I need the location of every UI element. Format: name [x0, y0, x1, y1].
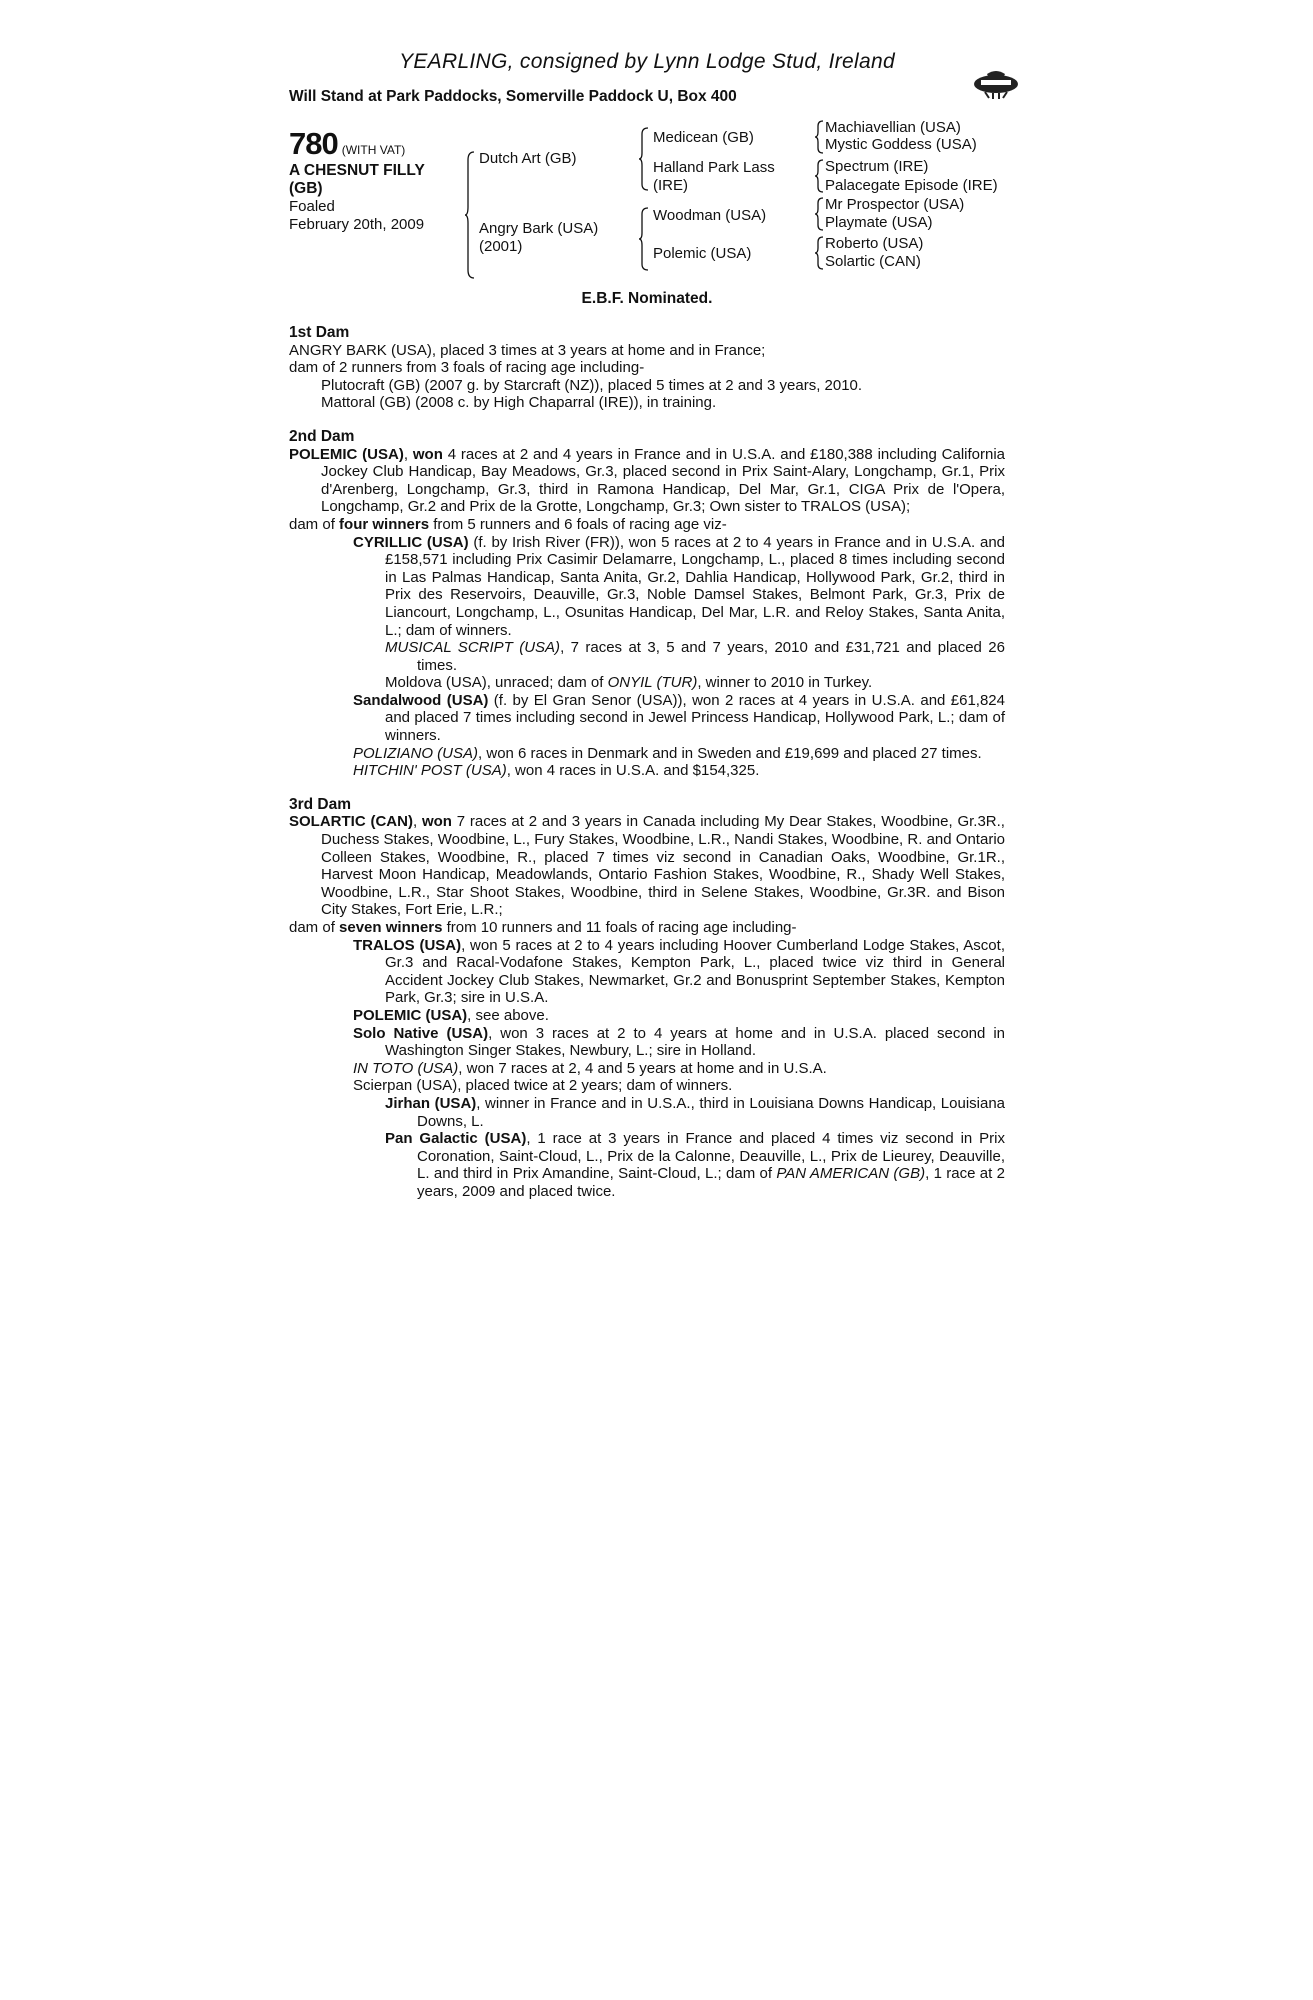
lot-block — [289, 126, 425, 234]
horse-name: POLEMIC (USA) — [289, 445, 404, 463]
won-label: won — [412, 445, 443, 463]
sire-sire: Medicean (GB) — [653, 129, 754, 146]
sds: Spectrum (IRE) — [825, 158, 929, 175]
produce-entry: Mattoral (GB) (2008 c. by High Chaparral (IRE)), in training. — [321, 394, 717, 412]
brace-gen3-1 — [815, 121, 823, 153]
sire: Dutch Art (GB) — [479, 150, 577, 167]
sss: Machiavellian (USA) — [825, 119, 961, 136]
second-dam-heading: 2nd Dam — [289, 427, 355, 445]
produce-text: , 1 race at 3 years in France and placed 4 times viz second in Prix Coronation, Saint-Cloud, L., Prix de la Calonne, Deauville, L., Prix de Lieurey, Deauville, L. and third in Prix Amandine, Saint-Cloud, L.; dam of — [417, 1130, 1006, 1183]
text: from 5 runners and 6 foals of racing age viz- — [429, 515, 727, 533]
first-dam-section — [289, 324, 1005, 412]
won-label: won — [421, 813, 452, 831]
produce-entry: Scierpan (USA), placed twice at 2 years; dam of winners. — [353, 1077, 733, 1095]
dam-dam: Polemic (USA) — [653, 245, 752, 262]
horse-name: MUSICAL SCRIPT (USA) — [385, 639, 561, 657]
produce-text: , 1 race at 2 years, 2009 and placed twice. — [417, 1165, 1005, 1200]
produce-text: , won 3 races at 2 to 4 years at home and in U.S.A. placed second in Washington Singer Stakes, Newbury, L.; sire in Holland. — [385, 1024, 1006, 1060]
brace-gen3-4 — [815, 237, 823, 269]
solartic-text: 7 races at 2 and 3 years in Canada including My Dear Stakes, Woodbine, Gr.3R., Duchess Stakes, Woodbine, L., Fury Stakes, Woodbine, L.R., Nandi Stakes, Woodbine, R. and Ontario Colleen Stakes, Woodbine, R., placed 7 times viz second in Canadian Oaks, Woodbine, Gr.1R., Harvest Moon Handicap, Meadowlands, Ontario Fashion Stakes, Woodbine, R., Shady Well Stakes, Woodbine, L.R., Star Shoot Stakes, Woodbine, third in Selene Stakes, Woodbine, Gr.3R. and Bison City Stakes, Fort Erie, L.R.; — [321, 813, 1005, 919]
horse-name: Pan Galactic (USA) — [385, 1130, 527, 1148]
foaled-label: Foaled — [289, 198, 335, 215]
dam: Angry Bark (USA) — [479, 220, 599, 237]
produce-entry — [289, 534, 1005, 640]
text: from 10 runners and 11 foals of racing age including- — [442, 919, 797, 936]
produce-text: (f. by El Gran Senor (USA)), won 2 races at 4 years in U.S.A. and £61,824 and placed 7 times including second in Jewel Princess Handicap, Hollywood Park, L.; dam of winners. — [385, 691, 1005, 745]
winners-count: four winners — [339, 515, 430, 533]
produce-entry — [289, 674, 1005, 692]
stand-location: Will Stand at Park Paddocks, Somerville Paddock U, Box 400 — [289, 88, 737, 105]
brace-gen1 — [465, 152, 475, 278]
sire-dam: Halland Park Lass — [653, 159, 775, 176]
produce-entry — [289, 745, 1005, 763]
horse-name: Jirhan (USA) — [385, 1094, 477, 1112]
horse-name: Solo Native (USA) — [353, 1024, 489, 1042]
ddd: Solartic (CAN) — [825, 253, 921, 270]
dds: Roberto (USA) — [825, 235, 924, 252]
horse-name: ONYIL (TUR) — [607, 674, 698, 692]
dam-sire: Woodman (USA) — [653, 207, 767, 224]
horse-name: A CHESNUT FILLY — [289, 162, 425, 179]
brace-gen2-dam — [639, 208, 649, 270]
polemic-text: 4 races at 2 and 4 years in France and in U.S.A. and £180,388 including California Jockey Club Handicap, Bay Meadows, Gr.3, placed second in Prix Saint-Alary, Longchamp, Gr.1, Prix d'Arenberg, Longchamp, Gr.3, third in Ramona Handicap, Del Mar, Gr.1, CIGA Prix de l'Opera, Longchamp, Gr.2 and Prix de la Grotte, Longchamp, Gr.3; Own sister to TRALOS (USA); — [321, 445, 1006, 516]
second-dam-section — [289, 428, 1005, 780]
horse-name: POLIZIANO (USA) — [353, 744, 479, 762]
second-dam-produce-intro — [289, 516, 1005, 534]
polemic-entry: POLEMIC (USA), won 4 races at 2 and 4 years in France and in U.S.A. and £180,388 including California Jockey Club Handicap, Bay Meadows, Gr.3, placed second in Prix Saint-Alary, Longchamp, Gr.1, Prix d'Arenberg, Longchamp, Gr.3, third in Ramona Handicap, Del Mar, Gr.1, CIGA Prix de l'Opera, Longchamp, Gr.2 and Prix de la Grotte, Longchamp, Gr.3; Own sister to TRALOS (USA); — [289, 445, 1006, 516]
solartic-entry: SOLARTIC (CAN), won 7 races at 2 and 3 years in Canada including My Dear Stakes, Woodbine, Gr.3R., Duchess Stakes, Woodbine, L., Fury Stakes, Woodbine, L.R., Nandi Stakes, Woodbine, R. and Ontario Colleen Stakes, Woodbine, R., placed 7 times viz second in Canadian Oaks, Woodbine, Gr.1R., Harvest Moon Handicap, Meadowlands, Ontario Fashion Stakes, Woodbine, R., Shady Well Stakes, Woodbine, L.R., Star Shoot Stakes, Woodbine, third in Selene Stakes, Woodbine, Gr.3R. and Bison City Stakes, Fort Erie, L.R.; — [289, 813, 1005, 919]
third-dam-produce-intro — [289, 919, 1005, 937]
horse-name: TRALOS (USA) — [353, 936, 462, 954]
horse-name: Sandalwood (USA) — [353, 691, 489, 709]
produce-text: , won 5 races at 2 to 4 years including Hoover Cumberland Lodge Stakes, Ascot, Gr.3 and Racal-Vodafone Stakes, Kempton Park, L., placed twice viz third in General Accident Jockey Club Stakes, Newmarket, Gr.2 and Bonusprint September Stakes, Kempton Park, Gr.3; sire in U.S.A. — [385, 936, 1005, 1007]
produce-entry — [289, 937, 1005, 1007]
brace-gen3-2 — [815, 160, 823, 192]
catalogue-page — [289, 50, 1005, 1201]
brace-gen2-sire — [639, 128, 649, 190]
produce-text: , won 7 races at 2, 4 and 5 years at home and in U.S.A. — [458, 1059, 827, 1077]
pedigree-table — [289, 119, 1005, 286]
stud-logo-icon — [973, 66, 1019, 102]
produce-entry — [289, 1007, 1005, 1025]
brace-gen3-3 — [815, 198, 823, 230]
consignor-line: YEARLING, consigned by Lynn Lodge Stud, Ireland — [399, 50, 895, 73]
dsd: Playmate (USA) — [825, 214, 933, 231]
produce-text: , 7 races at 3, 5 and 7 years, 2010 and £31,721 and placed 26 times. — [417, 639, 1005, 674]
produce-text: , winner in France and in U.S.A., third in Louisiana Downs Handicap, Louisiana Downs, L. — [417, 1094, 1006, 1130]
sdd: Palacegate Episode (IRE) — [825, 177, 998, 194]
produce-entry: Plutocraft (GB) (2007 g. by Starcraft (NZ)), placed 5 times at 2 and 3 years, 2010. — [321, 376, 863, 394]
vat-note: (WITH VAT) — [341, 143, 406, 157]
produce-entry — [289, 692, 1005, 745]
produce-text: , won 6 races in Denmark and in Sweden and £19,699 and placed 27 times. — [478, 744, 982, 762]
produce-entry — [289, 762, 1005, 780]
produce-text: , see above. — [467, 1006, 549, 1024]
first-dam-produce-intro: dam of 2 runners from 3 foals of racing age including- — [289, 359, 645, 377]
horse-name-country: (GB) — [289, 180, 323, 197]
text: dam of — [289, 919, 340, 936]
horse-name: CYRILLIC (USA) — [353, 533, 469, 551]
produce-text: Moldova (USA), unraced; dam of — [385, 674, 608, 692]
first-dam-heading: 1st Dam — [289, 324, 350, 341]
third-dam-heading: 3rd Dam — [289, 795, 352, 813]
produce-entry — [289, 1060, 1005, 1078]
horse-name: SOLARTIC (CAN) — [289, 813, 413, 831]
sire-dam-country: (IRE) — [653, 177, 688, 194]
first-dam-line: ANGRY BARK (USA), placed 3 times at 3 years at home and in France; — [289, 341, 766, 359]
text: dam of — [289, 515, 340, 533]
ssd: Mystic Goddess (USA) — [825, 136, 977, 153]
produce-text: (f. by Irish River (FR)), won 5 races at 2 to 4 years in France and in U.S.A. and £158,571 including Prix Casimir Delamarre, Longchamp, L., placed 8 times including second in Las Palmas Handicap, Santa Anita, Gr.2, Dahlia Handicap, Hollywood Park, Gr.2, third in Prix des Reservoirs, Deauville, Gr.3, Noble Damsel Stakes, Belmont Park, Gr.3, Prix de Liancourt, Longchamp, L., Osunitas Handicap, Del Mar, L.R. and Reloy Stakes, Santa Anita, L.; dam of winners. — [385, 533, 1005, 639]
horse-name: IN TOTO (USA) — [353, 1059, 459, 1077]
horse-name: POLEMIC (USA) — [353, 1006, 468, 1024]
lot-number: 780 — [289, 126, 338, 161]
horse-name: HITCHIN' POST (USA) — [353, 762, 507, 780]
dam-year: (2001) — [479, 238, 523, 255]
winners-count: seven winners — [339, 919, 443, 936]
produce-entry — [289, 1130, 1005, 1200]
produce-text: , won 4 races in U.S.A. and $154,325. — [506, 762, 760, 780]
produce-entry — [289, 639, 1005, 674]
produce-text: , winner to 2010 in Turkey. — [697, 674, 873, 692]
foaled-date: February 20th, 2009 — [289, 216, 425, 233]
dss: Mr Prospector (USA) — [825, 196, 965, 213]
third-dam-section — [289, 796, 1005, 1201]
produce-entry — [289, 1095, 1005, 1130]
horse-name: PAN AMERICAN (GB) — [776, 1165, 926, 1183]
ebf-nominated: E.B.F. Nominated. — [581, 290, 713, 307]
produce-entry — [289, 1025, 1005, 1060]
